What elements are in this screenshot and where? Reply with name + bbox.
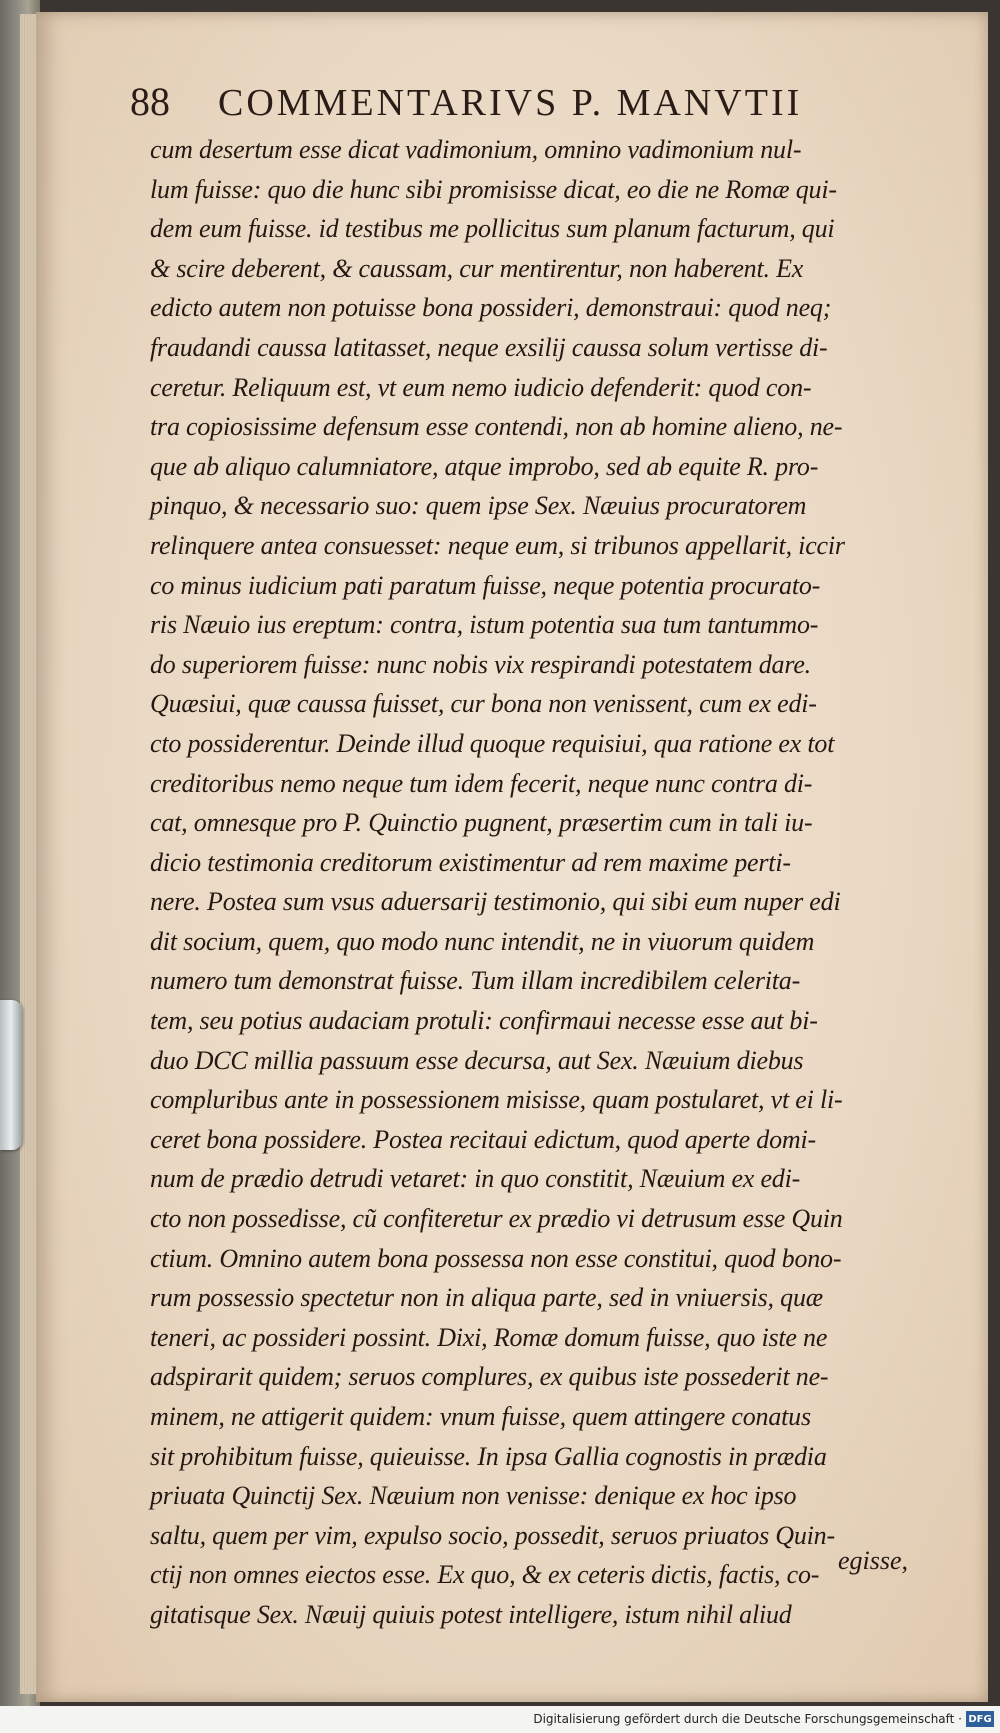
text-line: cto possiderentur. Deinde illud quoque requisiui, qua ratione ex tot: [150, 728, 835, 758]
text-line: teneri, ac possideri possint. Dixi, Romæ domum fuisse, quo iste ne: [150, 1322, 828, 1352]
text-line: & scire deberent, & caussam, cur mentirentur, non haberent. Ex: [150, 253, 804, 283]
text-line: cto non possedisse, cũ confiteretur ex prædio vi detrusum esse Quin: [150, 1204, 843, 1234]
text-line: numero tum demonstrat fuisse. Tum illam incredibilem celerita-: [150, 966, 801, 996]
text-line: dem eum fuisse. id testibus me pollicitus sum planum facturum, qui: [150, 214, 835, 244]
text-line: Quæsiui, quæ caussa fuisset, cur bona non venissent, cum ex edi-: [150, 689, 817, 719]
text-line: tem, seu potius audaciam protuli: confirmaui necesse esse aut bi-: [150, 1006, 818, 1036]
running-title: COMMENTARIVS P. MANVTII: [218, 82, 803, 124]
page-number: 88: [130, 79, 170, 124]
text-line: minem, ne attigerit quidem: vnum fuisse, quem attingere conatus: [150, 1402, 811, 1431]
text-line: creditoribus nemo neque tum idem fecerit, neque nunc contra di-: [150, 768, 813, 798]
text-line: co minus iudicium pati paratum fuisse, neque potentia procurato-: [150, 570, 821, 600]
dfg-logo: DFG: [966, 1711, 994, 1727]
text-line: pinquo, & necessario suo: quem ipse Sex. Næuius procuratorem: [150, 491, 807, 521]
text-line: cat, omnesque pro P. Quinctio pugnent, præsertim cum in tali iu-: [150, 808, 813, 838]
text-line: ris Næuio ius ereptum: contra, istum potentia sua tum tantummo-: [150, 610, 819, 640]
text-line: cum desertum esse dicat vadimonium, omnino vadimonium nul-: [150, 135, 802, 164]
text-line: sit prohibitum fuisse, quieuisse. In ipsa Gallia cognostis in prædia: [150, 1441, 827, 1471]
running-head: [130, 78, 910, 126]
text-line: ceretur. Reliquum est, vt eum nemo iudicio defenderit: quod con-: [150, 372, 812, 402]
text-line: fraudandi caussa latitasset, neque exsilij caussa solum vertisse di-: [150, 332, 828, 362]
text-line: do superiorem fuisse: nunc nobis vix respirandi potestatem dare.: [150, 649, 811, 679]
text-line: rum possessio spectetur non in aliqua parte, sed in vniuersis, quæ: [150, 1283, 823, 1313]
text-line: ctij non omnes eiectos esse. Ex quo, & ex ceteris dictis, factis, co-: [150, 1560, 820, 1590]
text-line: nere. Postea sum vsus aduersarij testimonio, qui sibi eum nuper edi: [150, 887, 841, 917]
text-line: saltu, quem per vim, expulso socio, possedit, seruos priuatos Quin-: [150, 1520, 835, 1550]
catchword: egisse,: [838, 1546, 909, 1575]
text-line: dit socium, quem, quo modo nunc intendit, ne in viuorum quidem: [150, 926, 815, 956]
text-line: num de prædio detrudi vetaret: in quo constitit, Næuium ex edi-: [150, 1164, 801, 1194]
funding-credit: Digitalisierung gefördert durch die Deutsche Forschungsgemeinschaft ·: [533, 1712, 962, 1726]
text-line: ceret bona possidere. Postea recitaui edictum, quod aperte domi-: [150, 1124, 816, 1154]
text-line: edicto autem non potuisse bona possideri, demonstraui: quod neq;: [150, 293, 832, 323]
text-line: dicio testimonia creditorum existimentur ad rem maxime perti-: [150, 847, 791, 877]
text-line: adspirarit quidem; seruos complures, ex quibus iste possederit ne-: [150, 1362, 829, 1392]
page-clip: [0, 1000, 22, 1150]
text-line: lum fuisse: quo die hunc sibi promisisse dicat, eo die ne Romæ qui-: [150, 174, 837, 204]
text-line: ctium. Omnino autem bona possessa non esse constitui, quod bono-: [150, 1243, 842, 1273]
text-line: que ab aliquo calumniatore, atque improbo, sed ab equite R. pro-: [150, 451, 819, 481]
text-line: compluribus ante in possessionem misisse, quam postularet, vt ei li-: [150, 1085, 843, 1115]
text-line: priuata Quinctij Sex. Næuium non venisse: denique ex hoc ipso: [150, 1481, 797, 1511]
text-line: relinquere antea consuesset: neque eum, si tribunos appellarit, iccir: [150, 530, 845, 560]
text-line: gitatisque Sex. Næuij quiuis potest intelligere, istum nihil aliud: [150, 1599, 792, 1629]
text-line: duo DCC millia passuum esse decursa, aut Sex. Næuium diebus: [150, 1045, 804, 1075]
body-text: [150, 130, 910, 1635]
digitization-footer: [0, 1706, 1000, 1733]
text-line: tra copiosissime defensum esse contendi, non ab homine alieno, ne-: [150, 412, 843, 442]
